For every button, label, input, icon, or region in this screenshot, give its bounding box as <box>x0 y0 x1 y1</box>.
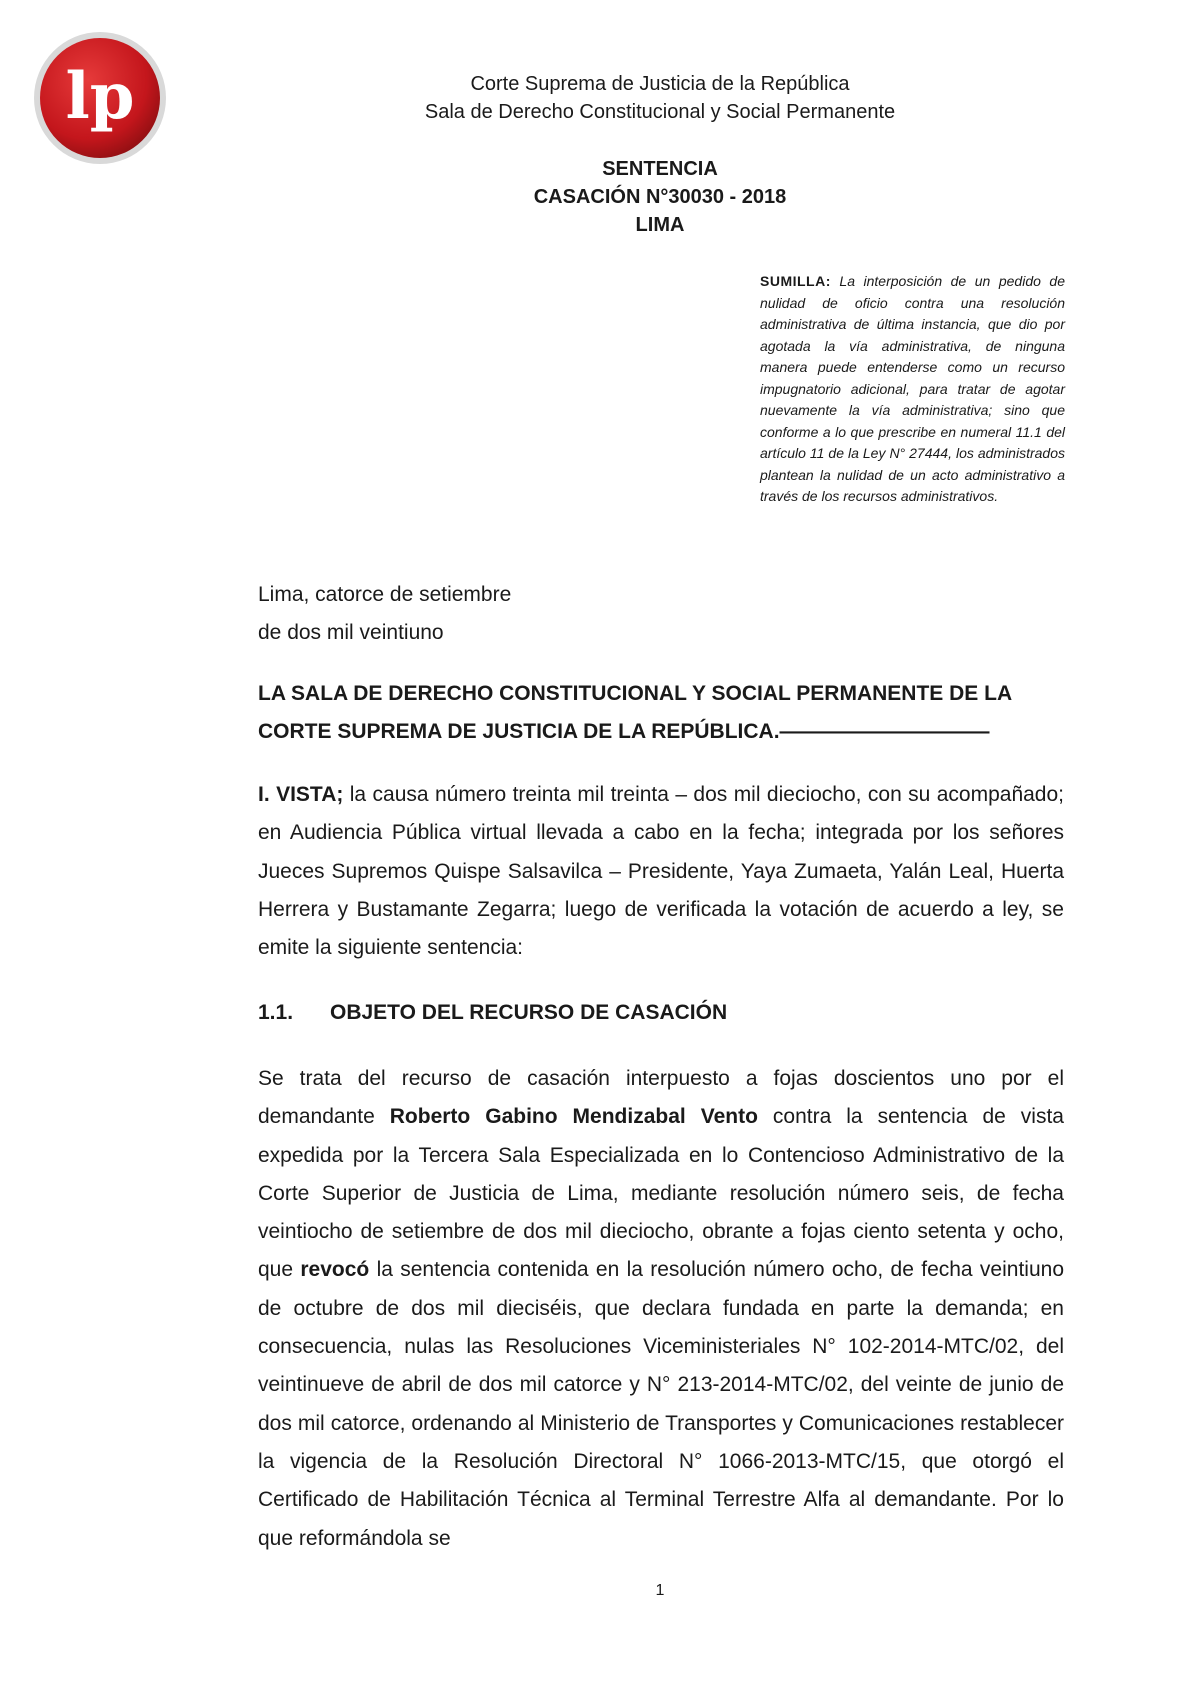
case-place: LIMA <box>635 214 685 236</box>
revoco-word: revocó <box>300 1258 370 1282</box>
sumilla <box>760 271 1065 508</box>
objeto-paragraph <box>258 1060 1064 1558</box>
objeto-text-2: contra la sentencia de vista expedida por la Tercera Sala Especializada en lo Contencioso Administrativo de la Corte Superior de Justicia de Lima, mediante resolución número seis, de fecha veintiocho de setiembre de dos mil dieciocho, obrante a fojas ciento setenta y ocho, que <box>258 1105 1064 1282</box>
date-line-2: de dos mil veintiuno <box>258 621 444 644</box>
court-name: Corte Suprema de Justicia de la República <box>470 73 850 95</box>
date-block <box>258 576 511 652</box>
chamber-name: Sala de Derecho Constitucional y Social Permanente <box>424 101 896 123</box>
sala-heading <box>258 675 1064 751</box>
vista-paragraph <box>258 776 1064 967</box>
section-title: OBJETO DEL RECURSO DE CASACIÓN <box>330 1001 728 1024</box>
sumilla-label: SUMILLA: <box>760 273 831 289</box>
sala-heading-line-2: CORTE SUPREMA DE JUSTICIA DE LA REPÚBLICA.—————————— <box>258 720 990 743</box>
section-number: 1.1. <box>258 1001 294 1024</box>
date-line-1: Lima, catorce de setiembre <box>258 583 512 606</box>
sumilla-text: La interposición de un pedido de nulidad de oficio contra una resolución administrativa de última instancia, que dio por agotada la vía administrativa, de ninguna manera puede entenderse como un recurso impugnatorio adicional, para tratar de agotar nuevamente la vía administrativa; sino que conforme a lo que prescribe en numeral 11.1 del artículo 11 de la Ley N° 27444, los administrados plantean la nulidad de un acto administrativo a través de los recursos administrativos. <box>760 273 1065 504</box>
logo-text: lp <box>65 59 135 134</box>
page-number: 1 <box>655 1582 665 1599</box>
vista-label: I. VISTA; <box>258 783 344 806</box>
plaintiff-name: Roberto Gabino Mendizabal Vento <box>389 1105 758 1129</box>
court-header <box>60 70 1200 126</box>
objeto-text-1: Se trata del recurso de casación interpuesto a fojas doscientos uno por el demandante <box>258 1067 1064 1129</box>
case-number: CASACIÓN N°30030 - 2018 <box>533 186 787 208</box>
section-heading <box>258 998 1064 1028</box>
objeto-text-3: la sentencia contenida en la resolución número ocho, de fecha veintiuno de octubre de dos mil dieciséis, que declara fundada en parte la demanda; en consecuencia, nulas las Resoluciones Viceministeriales N° 102-2014-MTC/02, del veintinueve de abril de dos mil catorce y N° 213-2014-MTC/02, del veinte de junio de dos mil catorce, ordenando al Ministerio de Transportes y Comunicaciones restablecer la vigencia de la Resolución Directoral N° 1066-2013-MTC/15, que otorgó el Certificado de Habilitación Técnica al Terminal Terrestre Alfa al demandante. Por lo que reformándola se <box>258 1258 1064 1550</box>
vista-text: la causa número treinta mil treinta – dos mil dieciocho, con su acompañado; en Audiencia Pública virtual llevada a cabo en la fecha; integrada por los señores Jueces Supremos Quispe Salsavilca – Presidente, Yaya Zumaeta, Yalán Leal, Huerta Herrera y Bustamante Zegarra; luego de verificada la votación de acuerdo a ley, se emite la siguiente sentencia: <box>258 783 1064 960</box>
sala-heading-line-1: LA SALA DE DERECHO CONSTITUCIONAL Y SOCIAL PERMANENTE DE LA <box>258 682 1013 705</box>
case-titles <box>60 155 1200 239</box>
document-title: SENTENCIA <box>602 158 718 180</box>
